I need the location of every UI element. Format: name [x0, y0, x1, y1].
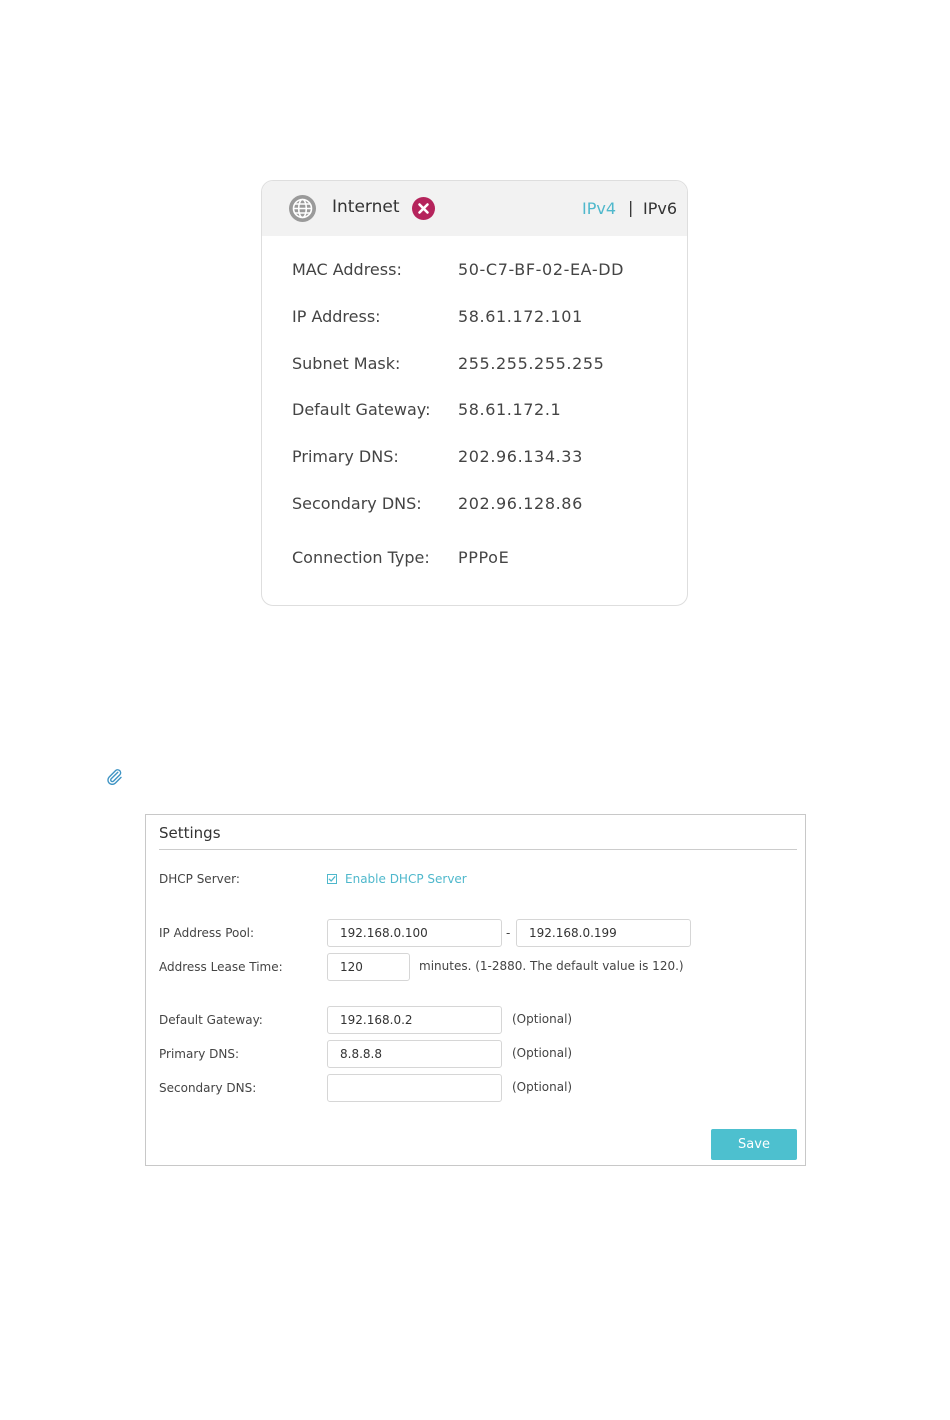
default-gateway-optional: (Optional) [512, 1012, 573, 1026]
dhcp-server-label: DHCP Server: [159, 872, 240, 886]
connection-type-label: Connection Type: [292, 548, 430, 567]
internet-title: Internet [332, 197, 400, 217]
ip-pool-label: IP Address Pool: [159, 926, 255, 940]
dhcp-settings-panel [145, 814, 806, 1166]
primary-dns-setting-label: Primary DNS: [159, 1047, 240, 1061]
enable-dhcp-label[interactable]: Enable DHCP Server [345, 872, 467, 886]
lease-time-input[interactable] [327, 953, 410, 981]
ip-address-value: 58.61.172.101 [458, 307, 583, 326]
mac-address-label: MAC Address: [292, 260, 402, 279]
primary-dns-optional: (Optional) [512, 1046, 573, 1060]
primary-dns-label: Primary DNS: [292, 447, 399, 466]
subnet-mask-label: Subnet Mask: [292, 354, 401, 373]
enable-dhcp-checkbox[interactable] [327, 874, 337, 884]
secondary-dns-input[interactable] [327, 1074, 502, 1102]
ip-pool-start-input[interactable] [327, 919, 502, 947]
paperclip-icon [106, 768, 123, 785]
secondary-dns-label: Secondary DNS: [292, 494, 422, 513]
tab-ipv6[interactable]: IPv6 [643, 199, 678, 218]
subnet-mask-value: 255.255.255.255 [458, 354, 605, 373]
default-gateway-setting-label: Default Gateway: [159, 1013, 263, 1027]
save-button[interactable]: Save [711, 1129, 797, 1160]
default-gateway-input[interactable] [327, 1006, 502, 1034]
ip-pool-dash: - [506, 926, 511, 940]
default-gateway-value: 58.61.172.1 [458, 400, 562, 419]
lease-time-label: Address Lease Time: [159, 960, 283, 974]
settings-divider [159, 849, 797, 850]
lease-time-note: minutes. (1-2880. The default value is 120.) [419, 959, 684, 973]
ip-pool-end-input[interactable] [516, 919, 691, 947]
globe-icon [289, 195, 316, 222]
secondary-dns-value: 202.96.128.86 [458, 494, 583, 513]
ip-address-label: IP Address: [292, 307, 381, 326]
settings-title: Settings [159, 824, 221, 842]
primary-dns-input[interactable] [327, 1040, 502, 1068]
checkbox-checked-icon [328, 875, 336, 883]
tab-separator: | [628, 198, 634, 217]
default-gateway-label: Default Gateway: [292, 400, 431, 419]
connection-type-value: PPPoE [458, 548, 510, 567]
secondary-dns-setting-label: Secondary DNS: [159, 1081, 257, 1095]
tab-ipv4[interactable]: IPv4 [582, 199, 617, 218]
mac-address-value: 50-C7-BF-02-EA-DD [458, 260, 625, 279]
disconnected-x-icon [412, 197, 435, 220]
internet-card-header [262, 181, 687, 236]
secondary-dns-optional: (Optional) [512, 1080, 573, 1094]
internet-status-card [261, 180, 688, 606]
primary-dns-value: 202.96.134.33 [458, 447, 583, 466]
